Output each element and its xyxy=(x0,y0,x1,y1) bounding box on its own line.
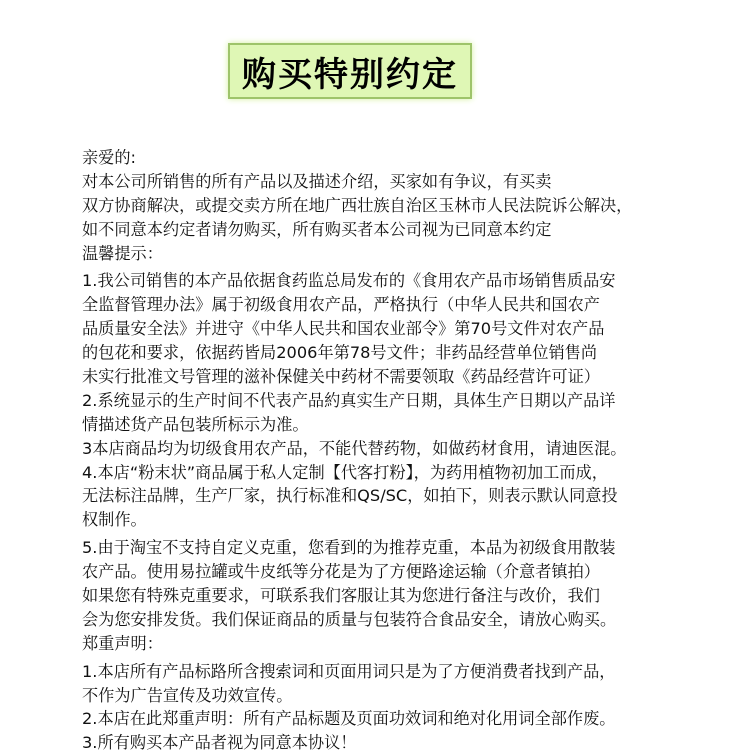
agreement-text xyxy=(82,146,722,755)
text-line: 未实行批准文号管理的滋补保健关中药材不需要领取《药品经营许可证） xyxy=(82,367,600,387)
page-title: 购买特别约定 xyxy=(242,54,458,95)
text-line: 4.本店“粉末状”商品属于私人定制【代客打粉】，为药用植物初加工而成， xyxy=(82,462,608,482)
text-line: 2.系统显示的生产时间不代表产品約真实生产日期，具体生产日期以产品详 xyxy=(82,390,616,410)
text-line: 情描述货产品包装所标示为准。 xyxy=(82,414,309,434)
text-line: 5.由于淘宝不支持自定义克重，您看到的为推荐克重，本品为初级食用散装 xyxy=(82,538,616,558)
text-line: 3.所有购买本产品者视为同意本协议！ xyxy=(82,733,357,753)
tips-heading: 温馨提示： xyxy=(82,243,163,263)
disclaimer-heading: 郑重声明： xyxy=(82,633,163,653)
text-line: 如果您有特殊克重要求，可联系我们客服让其为您进行备注与改价，我们 xyxy=(82,586,600,606)
text-line: 农产品。使用易拉罐或牛皮纸等分花是为了方便路途运输（介意者镇拍） xyxy=(82,562,600,582)
text-line: 全监督管理办法》属于初级食用农产品，严格执行（中华人民共和国农产 xyxy=(82,295,600,315)
text-line: 3本店商品均为切级食用农产品，不能代替药物，如做药材食用，请迪医混。 xyxy=(82,438,627,458)
text-line: 1.我公司销售的本产品依据食药监总局发布的《食用农产品市场销售质品安 xyxy=(82,271,616,291)
title-banner xyxy=(228,43,472,99)
text-line: 会为您安排发货。我们保证商品的质量与包装符合食品安全，请放心购买。 xyxy=(82,609,617,629)
text-line: 权制作。 xyxy=(82,510,147,530)
greeting-line: 亲爱的: xyxy=(82,148,137,167)
text-line: 1.本店所有产品标路所含搜索词和页面用词只是为了方便消费者找到产品， xyxy=(82,661,616,681)
text-line: 双方协商解决，或提交卖方所在地广西壮族自治区玉林市人民法院诉公解决， xyxy=(82,195,633,215)
text-line: 无法标注品牌，生产厂家，执行标准和QS/SC，如拍下，则表示默认同意投 xyxy=(82,486,618,506)
text-line: 如不同意本约定者请勿购买，所有购买者本公司视为已同意本约定 xyxy=(82,219,552,239)
text-line: 对本公司所销售的所有产品以及描述介绍，买家如有争议，有买卖 xyxy=(82,171,552,191)
text-line: 2.本店在此郑重声明：所有产品标题及页面功效词和绝对化用词全部作废。 xyxy=(82,709,616,729)
text-line: 不作为广告宣传及功效宣传。 xyxy=(82,685,293,705)
text-line: 品质量安全法》并进守《中华人民共和国农业部令》第70号文件对农产品 xyxy=(82,319,605,339)
text-line: 的包花和要求，依据药皆局2006年第78号文件；非药品经营单位销售尚 xyxy=(82,343,598,363)
